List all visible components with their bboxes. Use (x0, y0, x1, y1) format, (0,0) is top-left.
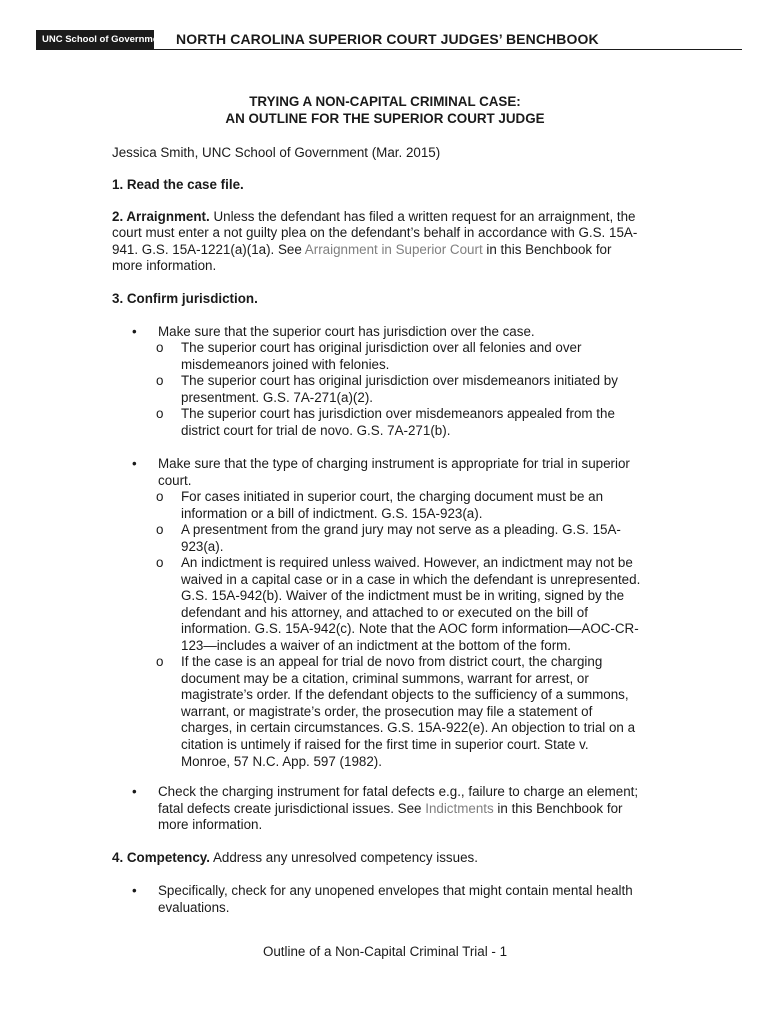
s3-b2-sub4: If the case is an appeal for trial de novo from district court, the charging document may be a citation, criminal summons, warrant for arrest, or magistrate’s order. If the defendant objects to the sufficiency of a summons, warrant, or magistrate’s order, the prosecution may file a statement of charges, in certain circumstances. G.S. 15A-922(e). An objection to trial on a citation is untimely if raised for the first time in superior court. State v. Monroe, 57 N.C. App. 597 (1982). (181, 654, 636, 769)
sub-bullet-marker: o (156, 406, 164, 421)
section-1-heading: 1. Read the case file. (112, 177, 244, 192)
bullet-marker: • (132, 784, 137, 799)
s3-b2-sub3: An indictment is required unless waived. However, an indictment may not be waived in a capital case or in a case in which the defendant is unrepresented. G.S. 15A-942(b). Waiver of the indictment must be in writing, signed by the defendant and his attorney, and attached to or executed on the bill of information. G.S. 15A-942(c). Note that the AOC form information—AOC-CR- 123—includes a waiver of an indictment at the bottom of the form. (181, 555, 641, 653)
byline: Jessica Smith, UNC School of Government (Mar. 2015) (112, 145, 441, 160)
bullet-marker: • (132, 324, 137, 339)
section-4-heading: 4. Competency. (112, 850, 210, 865)
section-3-heading: 3. Confirm jurisdiction. (112, 291, 258, 306)
section-2-line1: 2. Arraignment. Unless the defendant has filed a written request for an arraignment, the (112, 209, 636, 224)
sub-bullet-marker: o (156, 522, 164, 537)
indictments-link[interactable]: Indictments (425, 800, 494, 816)
bullet-marker: • (132, 883, 137, 898)
bullet-marker: • (132, 456, 137, 471)
sub-bullet-marker: o (156, 340, 164, 355)
section-2-line2: court must enter a not guilty plea on the defendant’s behalf in accordance with G.S. 15A- (112, 225, 638, 240)
section-4-line: 4. Competency. Address any unresolved competency issues. (112, 850, 478, 865)
header-rule (36, 49, 742, 50)
document-title-line1: TRYING A NON-CAPITAL CRIMINAL CASE: (249, 94, 521, 109)
document-title-line2: AN OUTLINE FOR THE SUPERIOR COURT JUDGE (225, 111, 545, 126)
s3-b2-sub1: For cases initiated in superior court, the charging document must be an information or a bill of indictment. G.S. 15A-923(a). (181, 489, 604, 521)
s4-bullet1-text: Specifically, check for any unopened envelopes that might contain mental health evaluations. (158, 883, 633, 915)
s3-bullet2-text: Make sure that the type of charging instrument is appropriate for trial in superior court. (158, 456, 630, 488)
sub-bullet-marker: o (156, 555, 164, 570)
s3-b1-sub1: The superior court has original jurisdiction over all felonies and over misdemeanors joined with felonies. (181, 340, 582, 372)
document-title (0, 93, 770, 127)
sub-bullet-marker: o (156, 489, 164, 504)
benchbook-header (36, 30, 742, 50)
section-2-line3: 941. G.S. 15A-1221(a)(1a). See Arraignment in Superior Court in this Benchbook for (112, 242, 612, 257)
arraignment-link[interactable]: Arraignment in Superior Court (304, 242, 483, 257)
s3-bullet3-text: Check the charging instrument for fatal defects e.g., failure to charge an element; fatal defects create jurisdictional issues. See Indictments in this Benchbook for more information. (158, 784, 639, 833)
s3-b1-sub2: The superior court has original jurisdiction over misdemeanors initiated by presentment. G.S. 7A-271(a)(2). (181, 373, 618, 405)
unc-sog-badge: UNC School of Government (36, 30, 154, 50)
page-footer: Outline of a Non-Capital Criminal Trial - 1 (262, 944, 508, 959)
benchbook-title: NORTH CAROLINA SUPERIOR COURT JUDGES’ BENCHBOOK (176, 31, 599, 47)
sub-bullet-marker: o (156, 373, 164, 388)
s3-b2-sub2: A presentment from the grand jury may not serve as a pleading. G.S. 15A- 923(a). (181, 522, 621, 554)
section-2-heading: 2. Arraignment. (112, 209, 210, 224)
s3-b1-sub3: The superior court has jurisdiction over misdemeanors appealed from the district court for trial de novo. G.S. 7A-271(b). (181, 406, 615, 438)
sub-bullet-marker: o (156, 654, 164, 669)
s3-bullet1-text: Make sure that the superior court has jurisdiction over the case. (158, 324, 535, 339)
section-2-line4: more information. (112, 258, 217, 273)
